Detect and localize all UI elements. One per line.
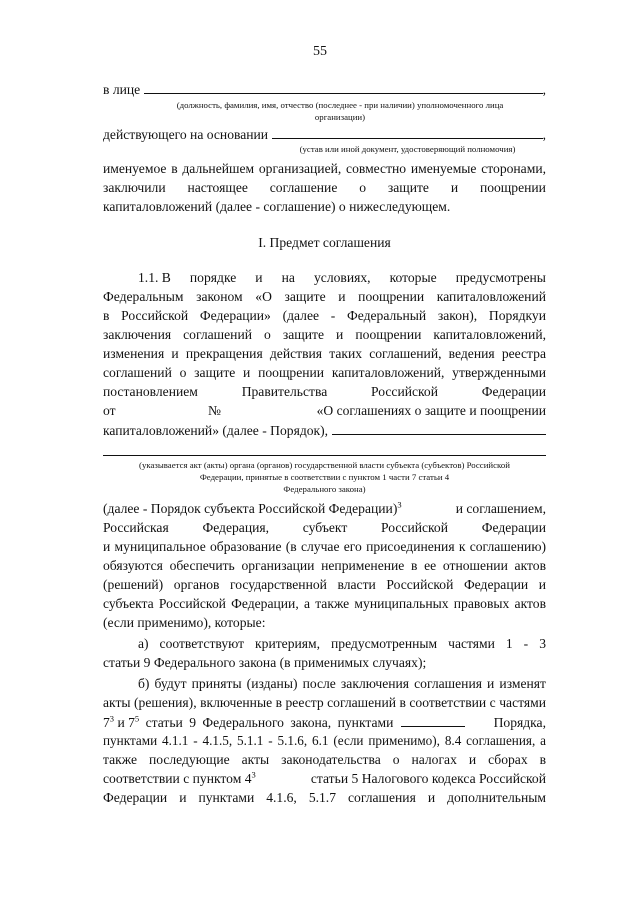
para-1-1-line-15: субъекта Российской Федерации, а также муниципальных правовых актов (103, 596, 546, 611)
word: субъект (302, 520, 348, 535)
word: защите (387, 180, 429, 195)
word: предусмотрены (455, 270, 546, 285)
article-9: статьи 9 Федерального закона, пунктами (139, 715, 394, 730)
para-1-1-line-5: изменения и прекращения действия таких соглашений, ведения реестра (103, 346, 546, 361)
in-person-caption-1: (должность, фамилия, имя, отчество (последнее - при наличии) уполномоченного лица (176, 100, 504, 110)
word: о (359, 180, 366, 195)
in-person-label: в лице (103, 82, 141, 97)
acting-caption: (устав или иной документ, удостоверяющий полномочия) (299, 144, 516, 154)
item-b-line-7: Федерации и пунктами 4.1.6, 5.1.7 соглашения и дополнительным (103, 790, 546, 805)
para-1-1-line-16: (если применимо), которые: (103, 615, 266, 630)
intro-line-1: именуемое в дальнейшем организацией, совместно именуемые сторонами, (103, 161, 546, 176)
word: которые (389, 270, 437, 285)
para-1-1-line-6: соглашений о защите и поощрении капиталовложений, утвержденными (103, 365, 546, 380)
word: Российская (103, 520, 169, 535)
word: Федерация, (202, 520, 270, 535)
word: и (255, 270, 263, 285)
word: постановлением (103, 384, 198, 399)
intro-line-3: капиталовложений (далее - соглашение) о нижеследующем. (103, 199, 451, 214)
line-6-tail: статьи 5 Налогового кодекса Российской (310, 771, 546, 786)
para-1-1-line-13: обязуются обеспечить организации неприменение в ее отношении актов (103, 558, 546, 573)
item-b-line-1: б) будут приняты (изданы) после заключения соглашения и изменят (138, 676, 546, 691)
caption-rule (103, 455, 546, 456)
para-1-1-line-3: в Российской Федерации» (далее - Федеральный закон), Порядкуи (103, 308, 546, 323)
resolution-title: «О соглашениях о защите и поощрении (316, 403, 546, 418)
para-1-1-line-11 (103, 519, 546, 537)
word: заключили (103, 180, 166, 195)
word: условиях, (313, 270, 371, 285)
word: Федерации (481, 384, 546, 399)
acting-label: действующего на основании (103, 127, 269, 142)
page-number: 55 (313, 44, 327, 59)
para-1-1-line-10 (103, 500, 546, 518)
para-1-1-line-1 (138, 269, 546, 287)
act-caption-3: Федерального закона) (283, 484, 366, 494)
word: на (281, 270, 295, 285)
item-b-line-2: акты (решения), включенные в реестр соглашений в соответствии с частями (103, 695, 546, 710)
order-word: Порядка, (493, 715, 546, 730)
in-person-caption-2: организации) (314, 112, 366, 122)
line-3-start (103, 714, 393, 732)
para-1-1-line-12: и муниципальное образование (в случае его присоединения к соглашению) (103, 539, 546, 554)
word: и (450, 180, 459, 195)
para-1-1-line-7 (103, 383, 546, 401)
acting-blank (272, 125, 543, 139)
acting-line (103, 125, 546, 144)
word: настоящее (187, 180, 248, 195)
act-caption-1: (указывается акт (акты) органа (органов) государственной власти субъекта (субъектов) Российской (139, 460, 510, 470)
item-b-line-6 (103, 770, 546, 788)
item-a-line-1: а) соответствуют критериям, предусмотренным частями 1 - 3 (138, 636, 546, 651)
sup-3b: 3 (251, 769, 256, 780)
act-caption-2: Федерации, принятые в соответствии с пунктом 1 части 7 статьи 4 (199, 472, 450, 482)
item-b-line-4: пунктами 4.1.1 - 4.1.5, 5.1.1 - 5.1.6, 6.1 (если применимо), 8.4 соглашения, а (103, 733, 546, 748)
line-10-text (103, 500, 402, 518)
from-label: от (103, 403, 116, 418)
word: Российской (371, 384, 439, 399)
para-1-1-line-2: Федеральным законом «О защите и поощрении капиталовложений (103, 289, 546, 304)
para-1-1-line-9 (103, 421, 546, 440)
line-6-main: соответствии с пунктом 4 (103, 771, 252, 786)
sup-5: 5 (134, 713, 140, 724)
word: порядке (189, 270, 237, 285)
word: поощрении (479, 180, 546, 195)
and-7: и 7 (114, 715, 135, 730)
in-person-blank (144, 80, 542, 94)
item-a-line-2: статьи 9 Федерального закона (в применимых случаях); (103, 655, 427, 670)
word: 1.1. В (138, 270, 171, 285)
order-blank (332, 421, 546, 435)
para-1-1-line-4: заключения соглашений о защите и поощрении капиталовложений, (103, 327, 546, 342)
acting-trailing: , (542, 127, 546, 142)
sup-3: 3 (109, 713, 115, 724)
intro-line-2 (103, 179, 546, 197)
item-b-line-5: также последующие акты законодательства о налогах и сборах в (103, 752, 546, 767)
section-title: I. Предмет соглашения (258, 235, 391, 250)
item-b-line-3 (103, 713, 546, 732)
in-person-trailing: , (542, 82, 546, 97)
word: Российской (381, 520, 449, 535)
items-blank (401, 713, 465, 727)
line-10-tail: и соглашением, (455, 501, 546, 516)
line-6-start (103, 770, 256, 788)
word: соглашение (269, 180, 338, 195)
in-person-line (103, 80, 546, 99)
footnote-ref-3: 3 (397, 499, 402, 510)
word: Федерации (481, 520, 546, 535)
word: Правительства (241, 384, 328, 399)
para-1-1-line-14: (решений) органов государственной власти Российской Федерации и (103, 577, 546, 592)
part-7: 7 (103, 715, 110, 730)
number-sign: № (208, 403, 221, 418)
order-ref-text: капиталовложений» (далее - Порядок), (103, 423, 329, 438)
line-10-main: (далее - Порядок субъекта Российской Федерации) (103, 501, 398, 516)
